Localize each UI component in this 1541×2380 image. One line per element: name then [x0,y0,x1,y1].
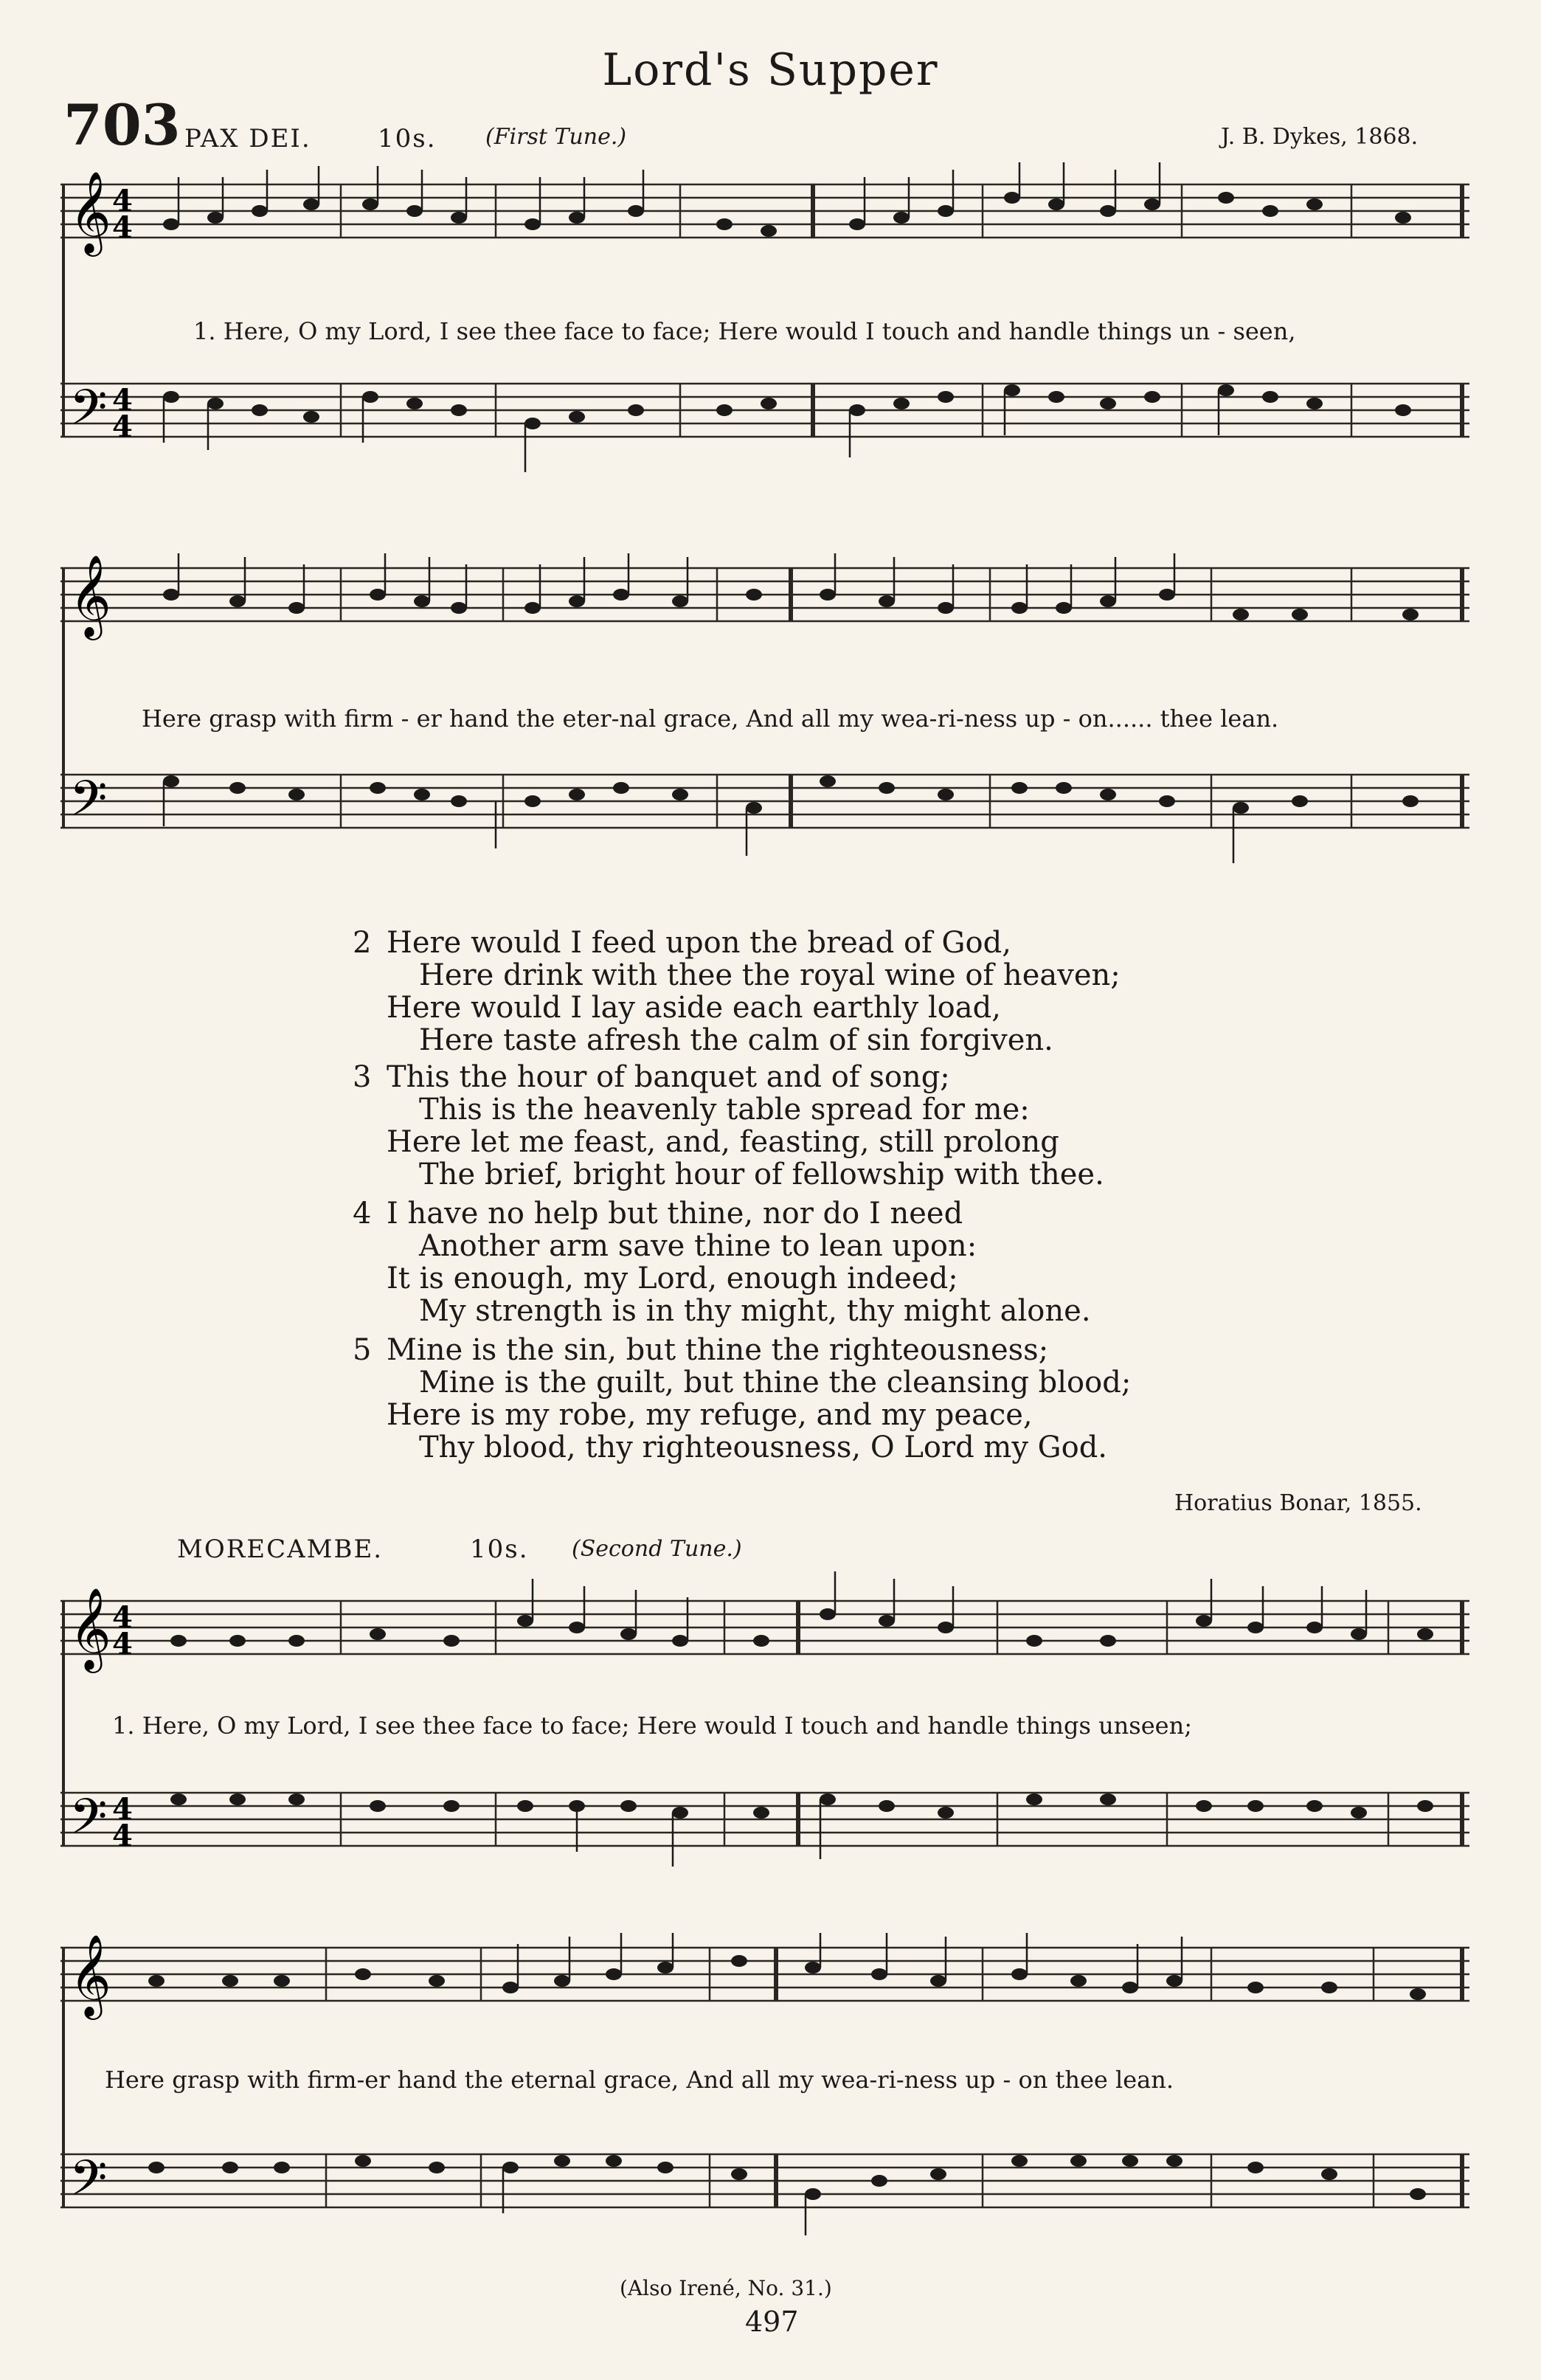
svg-text:𝄢: 𝄢 [69,1788,108,1857]
first-tune-meter: 10s. [378,124,437,153]
footer-note: (Also Irené, No. 31.) [620,2276,832,2300]
section-title: Lord's Supper [602,44,939,96]
verse-number: 5 [353,1333,372,1367]
lyrics-line-2: Here grasp with firm - er hand the eter-nal grace, And all my wea-ri-ness up - on...... thee lean. [142,705,1279,733]
verse-line: Here is my robe, my refuge, and my peace, [387,1398,1033,1432]
verse-2 [353,926,1312,1059]
svg-text:4: 4 [112,1600,133,1635]
lyrics-line-4: Here grasp with firm-er hand the eternal grace, And all my wea-ri-ness up - on thee lean. [105,2066,1174,2094]
hymn-number: 703 [63,92,181,158]
first-tune-name: PAX DEI. [184,124,311,153]
verse-line: Here would I feed upon the bread of God, [387,926,1011,960]
verse-number: 3 [353,1060,372,1094]
verse-line: Mine is the guilt, but thine the cleansing blood; [419,1366,1132,1400]
svg-text:𝄞: 𝄞 [69,1934,111,2016]
svg-text:4: 4 [112,383,133,418]
second-tune-meter: 10s. [470,1535,529,1564]
lyrics-line-3: 1. Here, O my Lord, I see thee face to face; Here would I touch and handle things unseen; [112,1712,1192,1740]
verse-line: The brief, bright hour of fellowship with thee. [419,1158,1104,1191]
svg-text:𝄢: 𝄢 [69,379,108,448]
verse-line: Here would I lay aside each earthly load, [387,991,1001,1025]
svg-text:4: 4 [112,1819,133,1853]
music-system-1 [60,162,1477,487]
svg-text:4: 4 [112,1792,133,1827]
verse-line: Thy blood, thy righteousness, O Lord my God. [419,1431,1108,1464]
verse-line: Another arm save thine to lean upon: [419,1229,977,1263]
verse-line: This is the heavenly table spread for me: [419,1093,1030,1127]
svg-text:𝄢: 𝄢 [69,770,108,839]
svg-text:𝄢: 𝄢 [69,2150,108,2218]
first-tune-label: (First Tune.) [485,124,627,150]
music-system-4 [60,1933,1477,2243]
music-system-2 [60,553,1477,878]
svg-text:𝄞: 𝄞 [69,554,111,637]
verse-line: Mine is the sin, but thine the righteousness; [387,1333,1049,1367]
svg-text:4: 4 [112,409,133,444]
svg-text:𝄞: 𝄞 [69,1587,111,1670]
composer: J. B. Dykes, 1868. [1221,124,1419,150]
second-tune-name: MORECAMBE. [177,1535,384,1564]
verse-number: 2 [353,926,372,960]
lyrics-line-1: 1. Here, O my Lord, I see thee face to face; Here would I touch and handle things un - seen, [193,317,1296,345]
svg-text:4: 4 [112,1627,133,1661]
verse-line: Here taste afresh the calm of sin forgiven. [419,1023,1053,1057]
verse-3 [353,1060,1312,1195]
hymn-author: Horatius Bonar, 1855. [1174,1490,1422,1516]
verse-5 [353,1333,1312,1468]
verses [353,926,1312,1468]
svg-text:4: 4 [112,210,133,245]
verse-line: It is enough, my Lord, enough indeed; [387,1262,958,1295]
verse-line: I have no help but thine, nor do I need [387,1197,963,1231]
second-tune-label: (Second Tune.) [572,1536,742,1562]
verse-line: Here drink with thee the royal wine of heaven; [419,958,1121,992]
svg-text:4: 4 [112,184,133,218]
verse-number: 4 [353,1197,372,1231]
page-number: 497 [745,2305,799,2338]
verse-line: Here let me feast, and, feasting, still prolong [387,1125,1059,1159]
verse-line: This the hour of banquet and of song; [387,1060,950,1094]
svg-text:𝄞: 𝄞 [69,170,111,253]
music-system-3 [60,1571,1477,1881]
verse-4 [353,1197,1312,1332]
verse-line: My strength is in thy might, thy might alone. [419,1294,1091,1328]
